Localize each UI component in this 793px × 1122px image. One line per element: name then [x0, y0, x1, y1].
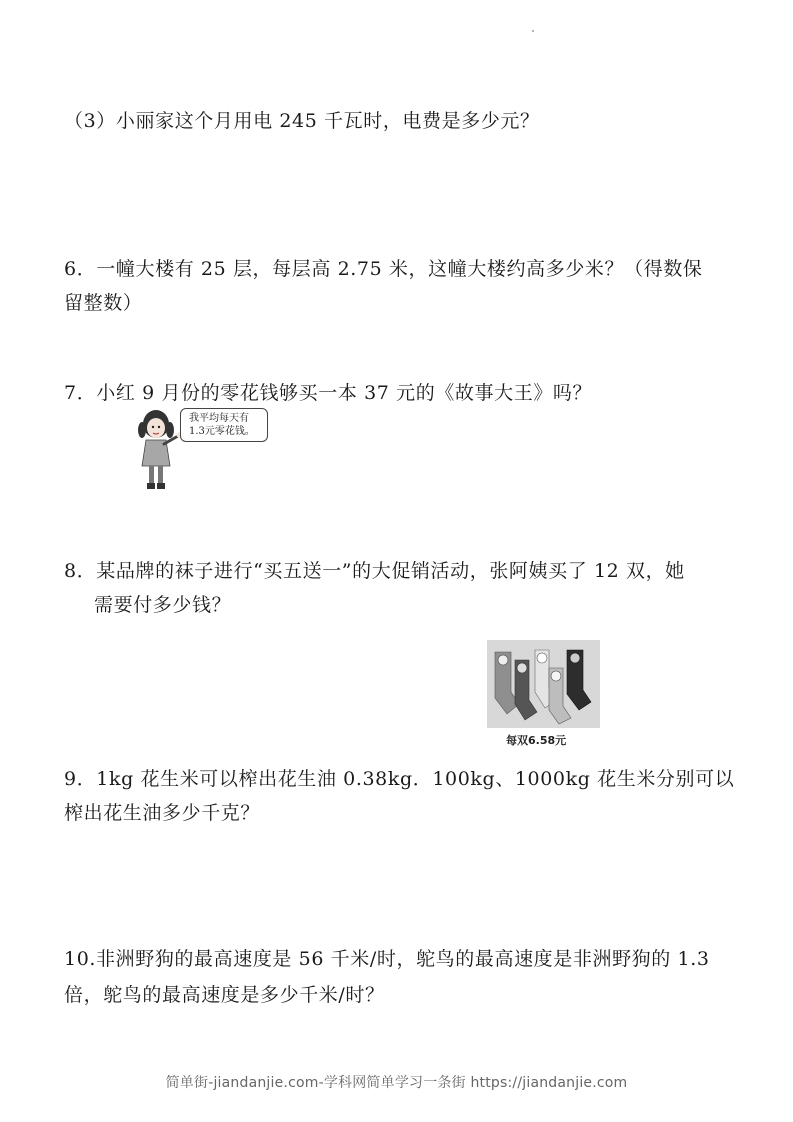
page-footer: 简单街-jiandanjie.com-学科网简单学习一条街 https://jiandanjie.com: [165, 1075, 628, 1091]
question-9-line-1: 9．1kg 花生米可以榨出花生油 0.38kg．100kg、1000kg 花生米分别可以: [64, 768, 735, 790]
socks-photo: [487, 640, 600, 728]
speech-bubble: [180, 408, 268, 442]
speech-bubble-line-2: 1.3元零花钱。: [189, 426, 255, 437]
question-9-line-2: 榨出花生油多少千克？: [64, 802, 261, 824]
question-8-line-1: 8．某品牌的袜子进行“买五送一”的大促销活动，张阿姨买了 12 双，她: [64, 560, 685, 582]
question-6-line-1: 6．一幢大楼有 25 层，每层高 2.75 米，这幢大楼约高多少米？（得数保: [64, 258, 703, 280]
question-10-line-2: 倍，鸵鸟的最高速度是多少千米/时？: [64, 984, 385, 1006]
question-8-line-2: 需要付多少钱？: [94, 594, 232, 616]
question-7: 7．小红 9 月份的零花钱够买一本 37 元的《故事大王》吗？: [64, 382, 593, 404]
question-5-3: （3）小丽家这个月用电 245 千瓦时，电费是多少元？: [64, 110, 540, 132]
speech-bubble-line-1: 我平均每天有: [189, 413, 249, 424]
socks-price-label: 每双6.58元: [506, 734, 567, 747]
question-6-line-2: 留整数）: [64, 292, 143, 314]
scan-dot: [532, 30, 534, 32]
question-10-line-1: 10.非洲野狗的最高速度是 56 千米/时，鸵鸟的最高速度是非洲野狗的 1.3: [64, 948, 710, 970]
